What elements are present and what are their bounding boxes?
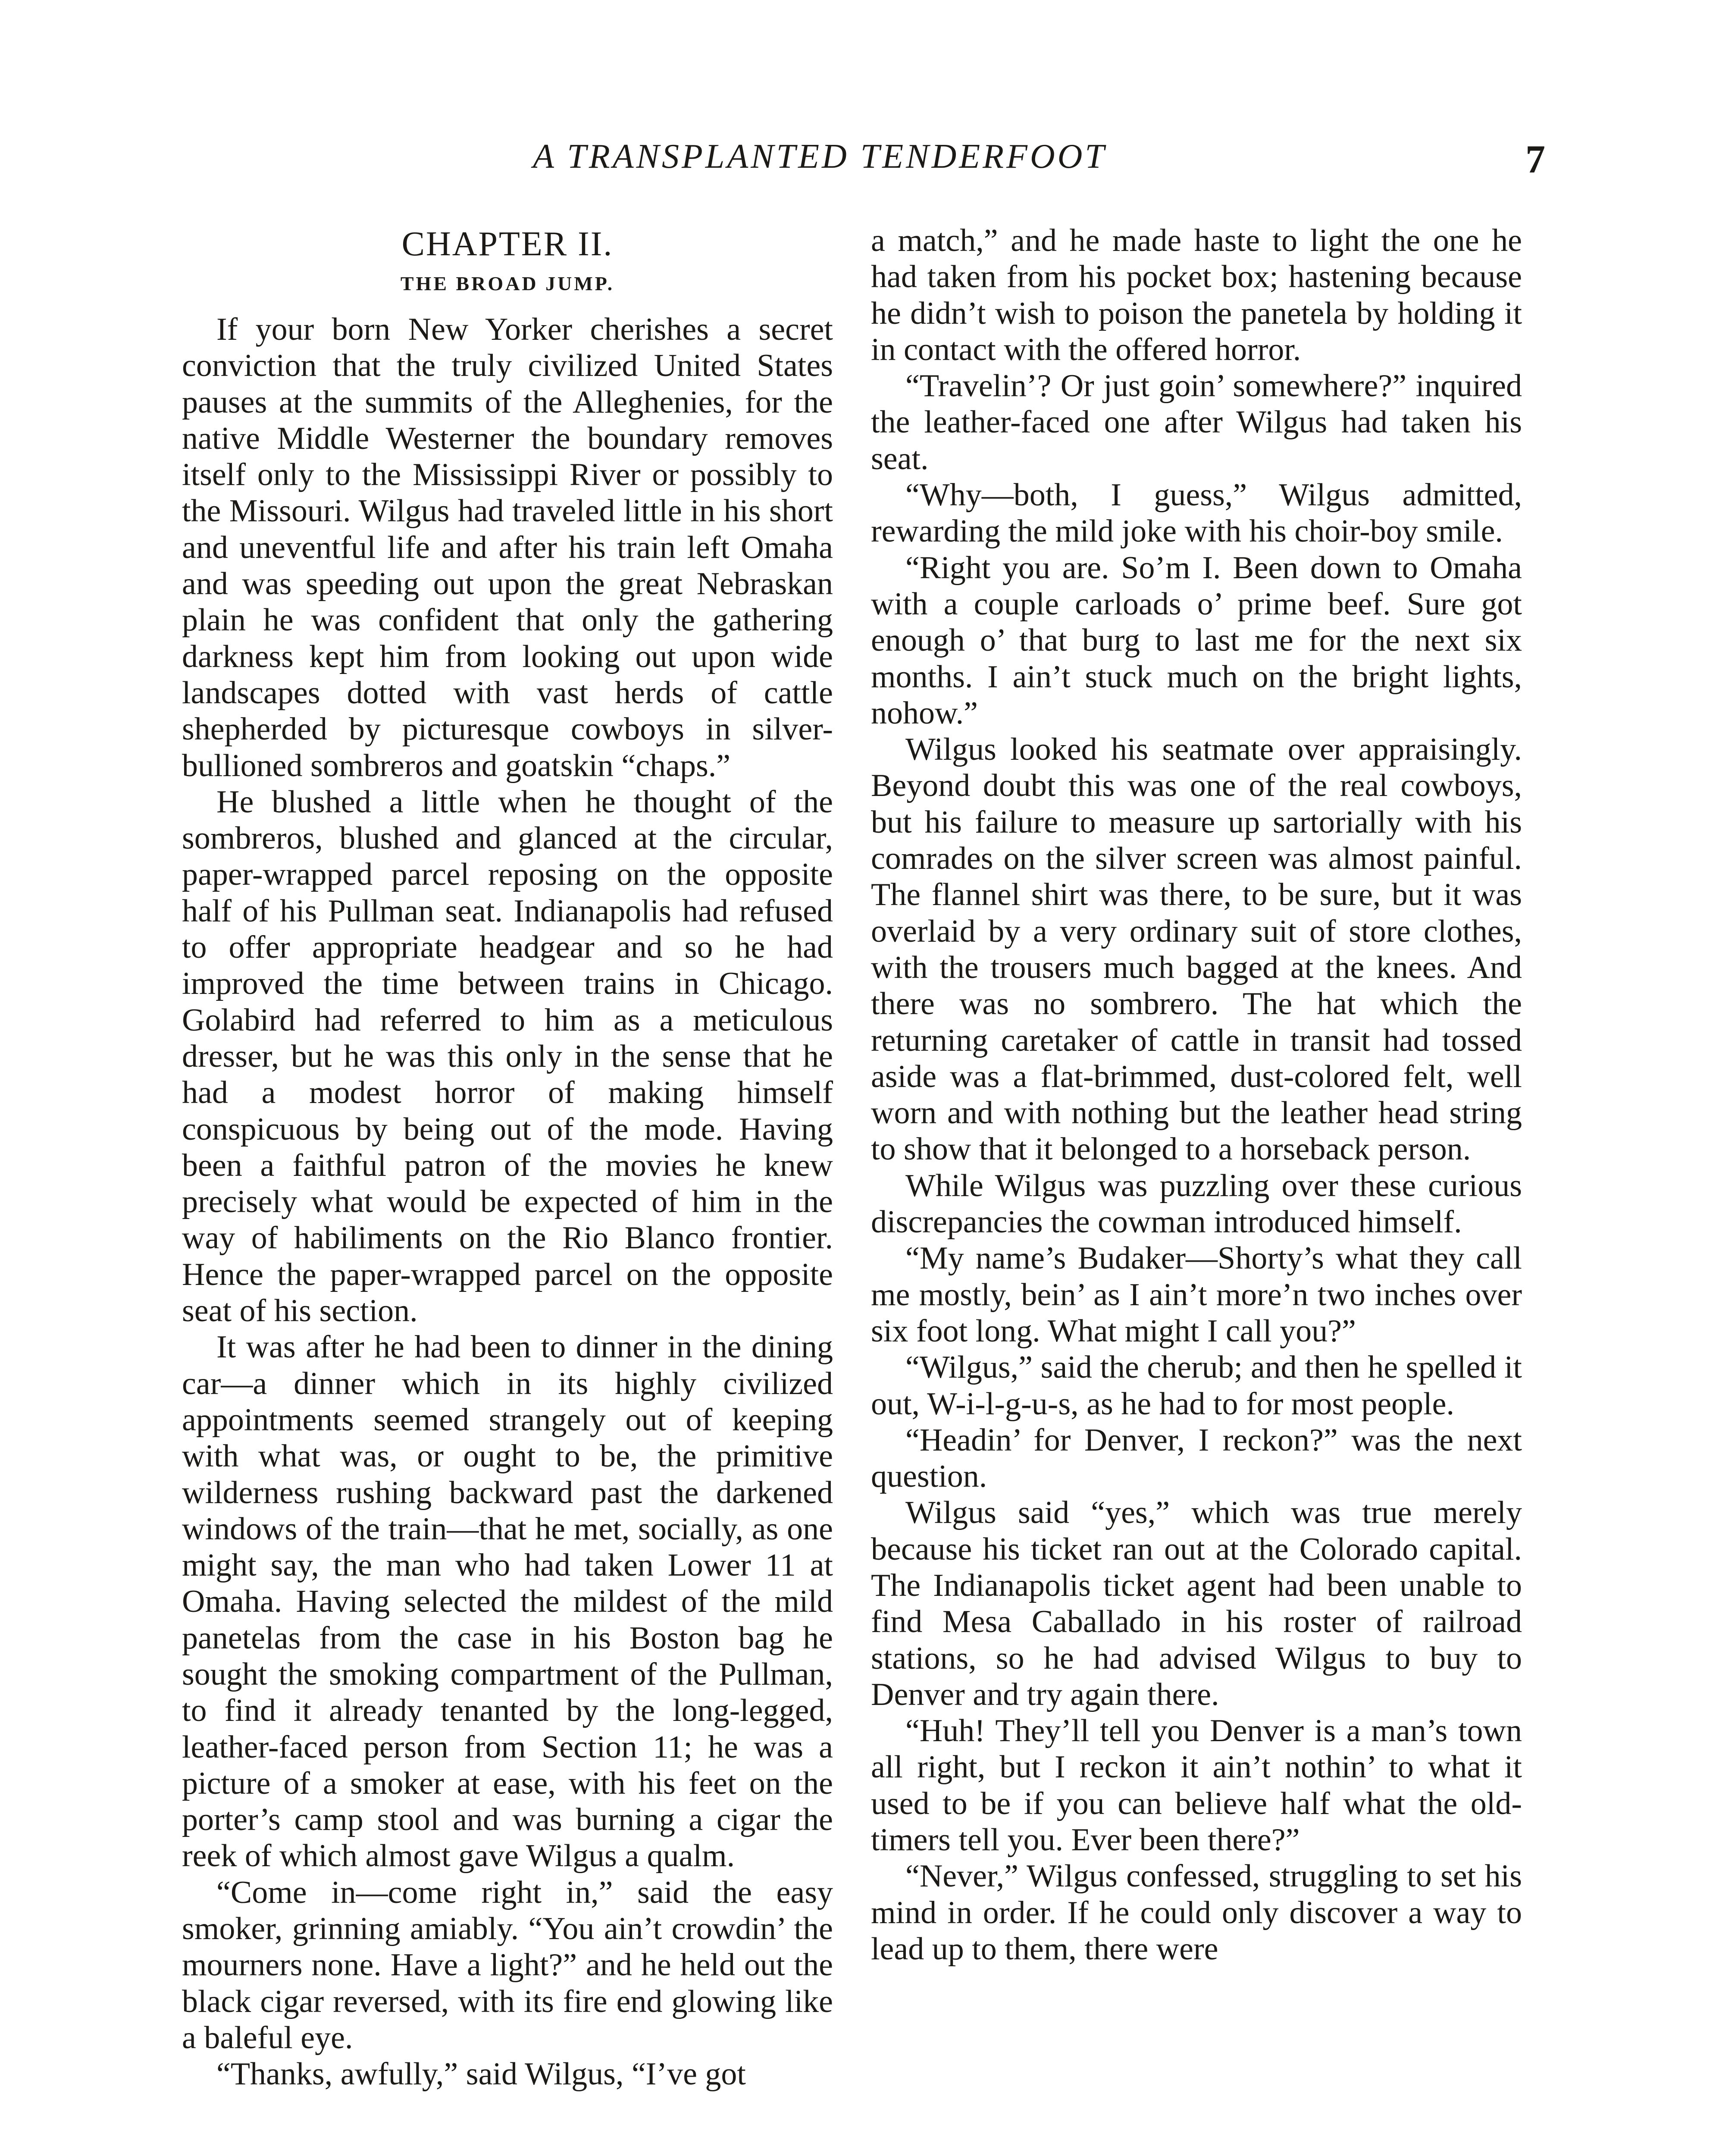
paragraph: “Why—both, I guess,” Wilgus admitted, rewarding the mild joke with his choir-boy smile. [871, 477, 1522, 549]
paragraph: Wilgus looked his seatmate over appraisingly. Beyond doubt this was one of the real cowboys, but his failure to measure up sartorially with his comrades on the silver screen was almost painful. The flannel shirt was there, to be sure, but it was overlaid by a very ordinary suit of store clothes, with the trousers much bagged at the knees. And there was no sombrero. The hat which the returning caretaker of cattle in transit had tossed aside was a flat-brimmed, dust-colored felt, well worn and with nothing but the leather head string to show that it belonged to a horseback person. [871, 732, 1522, 1167]
paragraph: “Travelin’? Or just goin’ somewhere?” inquired the leather-faced one after Wilgus had taken his seat. [871, 368, 1522, 476]
paragraph: “Right you are. So’m I. Been down to Omaha with a couple carloads o’ prime beef. Sure got enough o’ that burg to last me for the next six months. I ain’t stuck much on the bright lights, nohow.” [871, 550, 1522, 731]
paragraph: Wilgus said “yes,” which was true merely because his ticket ran out at the Colorado capital. The Indianapolis ticket agent had been unable to find Mesa Caballado in his roster of railroad stations, so he had advised Wilgus to buy to Denver and try again there. [871, 1495, 1522, 1712]
page-number: 7 [1525, 137, 1545, 181]
paragraph: While Wilgus was puzzling over these curious discrepancies the cowman introduced himself. [871, 1168, 1522, 1240]
paragraph: “Wilgus,” said the cherub; and then he spelled it out, W-i-l-g-u-s, as he had to for most people. [871, 1350, 1522, 1422]
right-column [871, 222, 1522, 1967]
paragraph: “Never,” Wilgus confessed, struggling to set his mind in order. If he could only discover a way to lead up to them, there were [871, 1858, 1522, 1967]
paragraph: He blushed a little when he thought of the sombreros, blushed and glanced at the circular, paper-wrapped parcel reposing on the opposite half of his Pullman seat. Indianapolis had refused to offer appropriate headgear and so he had improved the time between trains in Chicago. Golabird had referred to him as a meticulous dresser, but he was this only in the sense that he had a modest horror of making himself conspicuous by being out of the mode. Having been a faithful patron of the movies he knew precisely what would be expected of him in the way of habiliments on the Rio Blanco frontier. Hence the paper-wrapped parcel on the opposite seat of his section. [182, 784, 833, 1329]
paragraph: “My name’s Budaker—Shorty’s what they call me mostly, bein’ as I ain’t more’n two inches over six foot long. What might I call you?” [871, 1241, 1522, 1349]
paragraph: “Thanks, awfully,” said Wilgus, “I’ve got [216, 2056, 746, 2092]
paragraph-continuation: a match,” and he made haste to light the one he had taken from his pocket box; hastening because he didn’t wish to poison the panetela by holding it in contact with the offered horror. [871, 223, 1522, 367]
paragraph: “Come in—come right in,” said the easy smoker, grinning amiably. “You ain’t crowdin’ the mourners none. Have a light?” and he held out the black cigar reversed, with its fire end glowing like a baleful eye. [182, 1874, 833, 2056]
paragraph: If your born New Yorker cherishes a secret conviction that the truly civilized United States pauses at the summits of the Alleghenies, for the native Middle Westerner the boundary removes itself only to the Mississippi River or possibly to the Missouri. Wilgus had traveled little in his short and uneventful life and after his train left Omaha and was speeding out upon the great Nebraskan plain he was confident that only the gathering darkness kept him from looking out upon wide landscapes dotted with vast herds of cattle shepherded by picturesque cowboys in silver-bullioned sombreros and goatskin “chaps.” [182, 312, 833, 783]
chapter-subtitle: THE BROAD JUMP. [400, 273, 615, 295]
running-title: A TRANSPLANTED TENDERFOOT [533, 138, 1107, 175]
chapter-title: CHAPTER II. [401, 225, 614, 263]
paragraph: It was after he had been to dinner in the dining car—a dinner which in its highly civilized appointments seemed strangely out of keeping with what was, or ought to be, the primitive wilderness rushing backward past the darkened windows of the train—that he met, socially, as one might say, the man who had taken Lower 11 at Omaha. Having selected the mildest of the mild panetelas from the case in his Boston bag he sought the smoking compartment of the Pullman, to find it already tenanted by the long-legged, leather-faced person from Section 11; he was a picture of a smoker at ease, with his feet on the porter’s camp stool and was burning a cigar the reek of which almost gave Wilgus a qualm. [182, 1329, 833, 1874]
left-column [182, 222, 833, 2093]
paragraph: “Huh! They’ll tell you Denver is a man’s town all right, but I reckon it ain’t nothin’ to what it used to be if you can believe half what the old-timers tell you. Ever been there?” [871, 1713, 1522, 1858]
paragraph: “Headin’ for Denver, I reckon?” was the next question. [871, 1422, 1522, 1495]
